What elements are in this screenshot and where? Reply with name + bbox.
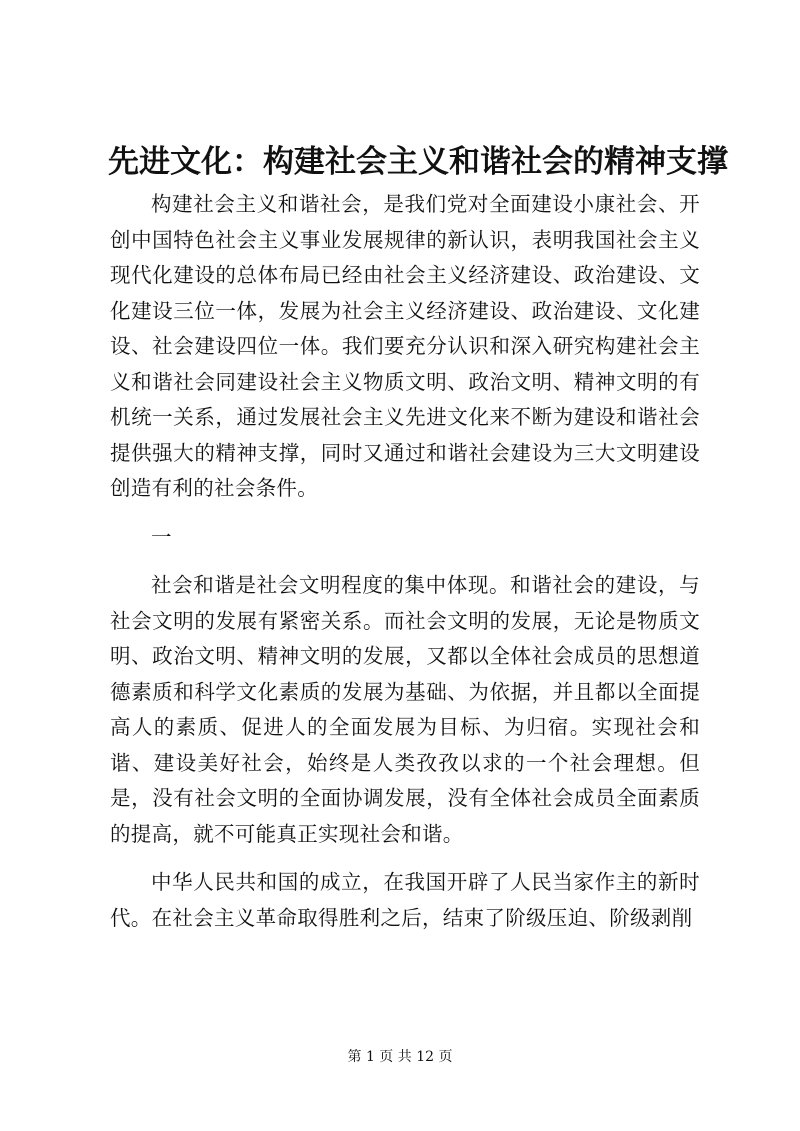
page-footer: 第 1 页 共 12 页 <box>347 1049 453 1065</box>
document-title: 先进文化：构建社会主义和谐社会的精神支撑 <box>108 144 728 180</box>
paragraph-prc-founding: 中华人民共和国的成立，在我国开辟了人民当家作主的新时代。在社会主义革命取得胜利之后，结束了阶级压迫、阶级剥削 <box>110 870 700 930</box>
section-number: 一 <box>151 524 172 549</box>
paragraph-intro: 构建社会主义和谐社会，是我们党对全面建设小康社会、开创中国特色社会主义事业发展规律的新认识，表明我国社会主义现代化建设的总体布局已经由社会主义经济建设、政治建设、文化建设三位一体，发展为社会主义经济建设、政治建设、文化建设、社会建设四位一体。我们要充分认识和深入研究构建社会主义和谐社会同建设社会主义物质文明、政治文明、精神文明的有机统一关系，通过发展社会主义先进文化来不断为建设和谐社会提供强大的精神支撑，同时又通过和谐社会建设为三大文明建设创造有利的社会条件。 <box>110 192 700 500</box>
document-body <box>110 187 700 949</box>
paragraph-social-harmony: 社会和谐是社会文明程度的集中体现。和谐社会的建设，与社会文明的发展有紧密关系。而社会文明的发展，无论是物质文明、政治文明、精神文明的发展，又都以全体社会成员的思想道德素质和科学文化素质的发展为基础、为依据，并且都以全面提高人的素质、促进人的全面发展为目标、为归宿。实现社会和谐、建设美好社会，始终是人类孜孜以求的一个社会理想。但是，没有社会文明的全面协调发展，没有全体社会成员全面素质的提高，就不可能真正实现社会和谐。 <box>110 573 700 846</box>
